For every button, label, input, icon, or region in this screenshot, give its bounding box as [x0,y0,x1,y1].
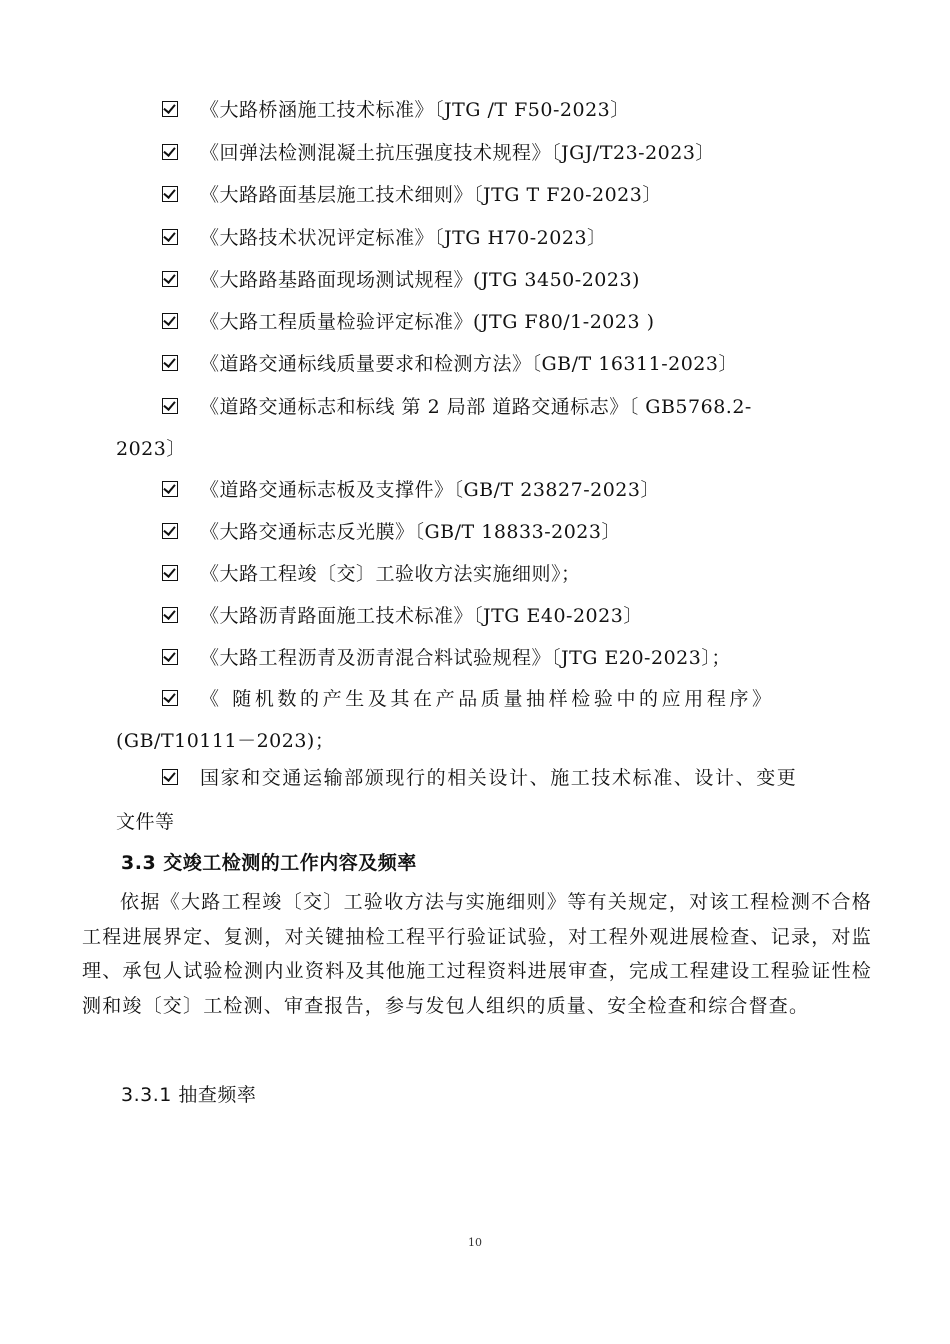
standard-item [162,394,752,420]
checkbox-checked-icon [162,481,178,497]
standard-text: 《 随机数的产生及其在产品质量抽样检验中的应用程序》 [200,688,775,710]
standard-item [162,225,607,251]
standard-item [162,765,797,791]
checkbox-checked-icon [162,355,178,371]
checkbox-checked-icon [162,607,178,623]
standard-text: 《大路桥涵施工技术标准》〔JTG /T F50-2023〕 [200,99,630,121]
standard-item [162,477,660,503]
standard-text: 《大路沥青路面施工技术标准》〔JTG E40-2023〕 [200,605,643,627]
standard-text-continuation: 2023〕 [116,438,186,460]
standard-item [162,603,643,629]
checkbox-checked-icon [162,271,178,287]
standard-text: 《道路交通标志和标线 第 2 局部 道路交通标志》〔 GB5768.2- [200,396,752,418]
checkbox-checked-icon [162,690,178,706]
checkbox-checked-icon [162,313,178,329]
standard-item [162,561,581,587]
standard-item [162,140,715,166]
standard-text: 国家和交通运输部颁现行的相关设计、施工技术标准、设计、变更 [200,767,798,789]
subsection-heading: 3.3.1 抽查频率 [121,1084,257,1106]
standard-text: 《大路工程沥青及沥青混合料试验规程》〔JTG E20-2023〕； [200,647,731,669]
standard-item [162,97,630,123]
checkbox-checked-icon [162,101,178,117]
checkbox-checked-icon [162,144,178,160]
standard-text: 《大路路基路面现场测试规程》(JTG 3450-2023) [200,269,640,291]
checkbox-checked-icon [162,229,178,245]
standard-text-continuation: (GB/T10111－2023)； [116,730,335,752]
standard-text: 《道路交通标志板及支撑件》〔GB/T 23827-2023〕 [200,479,660,501]
standard-item [162,351,738,377]
standard-text: 《大路交通标志反光膜》〔GB/T 18833-2023〕 [200,521,621,543]
section-heading: 3.3 交竣工检测的工作内容及频率 [121,852,417,874]
standard-text: 《道路交通标线质量要求和检测方法》〔GB/T 16311-2023〕 [200,353,738,375]
standard-item [162,267,640,293]
standard-item [162,645,731,671]
standard-item [162,519,621,545]
checkbox-checked-icon [162,186,178,202]
standard-text: 《回弹法检测混凝土抗压强度技术规程》〔JGJ/T23-2023〕 [200,142,715,164]
standard-text: 《大路技术状况评定标准》〔JTG H70-2023〕 [200,227,607,249]
checkbox-checked-icon [162,769,178,785]
standard-text-continuation: 文件等 [116,811,175,833]
checkbox-checked-icon [162,398,178,414]
standard-text: 《大路工程竣〔交〕工验收方法实施细则》； [200,563,581,585]
standard-item [162,309,655,335]
section-body: 依据《大路工程竣〔交〕工验收方法与实施细则》等有关规定，对该工程检测不合格工程进展界定、复测，对关键抽检工程平行验证试验，对工程外观进展检查、记录，对监理、承包人试验检测内业资料及其他施工过程资料进展审查，完成工程建设工程验证性检测和竣〔交〕工检测、审查报告，参与发包人组织的质量、安全检查和综合督查。 [82,891,872,1017]
checkbox-checked-icon [162,649,178,665]
standard-item [162,182,662,208]
standard-item [162,686,775,712]
standard-text: 《大路工程质量检验评定标准》(JTG F80/1-2023 ) [200,311,655,333]
checkbox-checked-icon [162,523,178,539]
checkbox-checked-icon [162,565,178,581]
page-number: 10 [468,1236,482,1249]
standard-text: 《大路路面基层施工技术细则》〔JTG T F20-2023〕 [200,184,662,206]
